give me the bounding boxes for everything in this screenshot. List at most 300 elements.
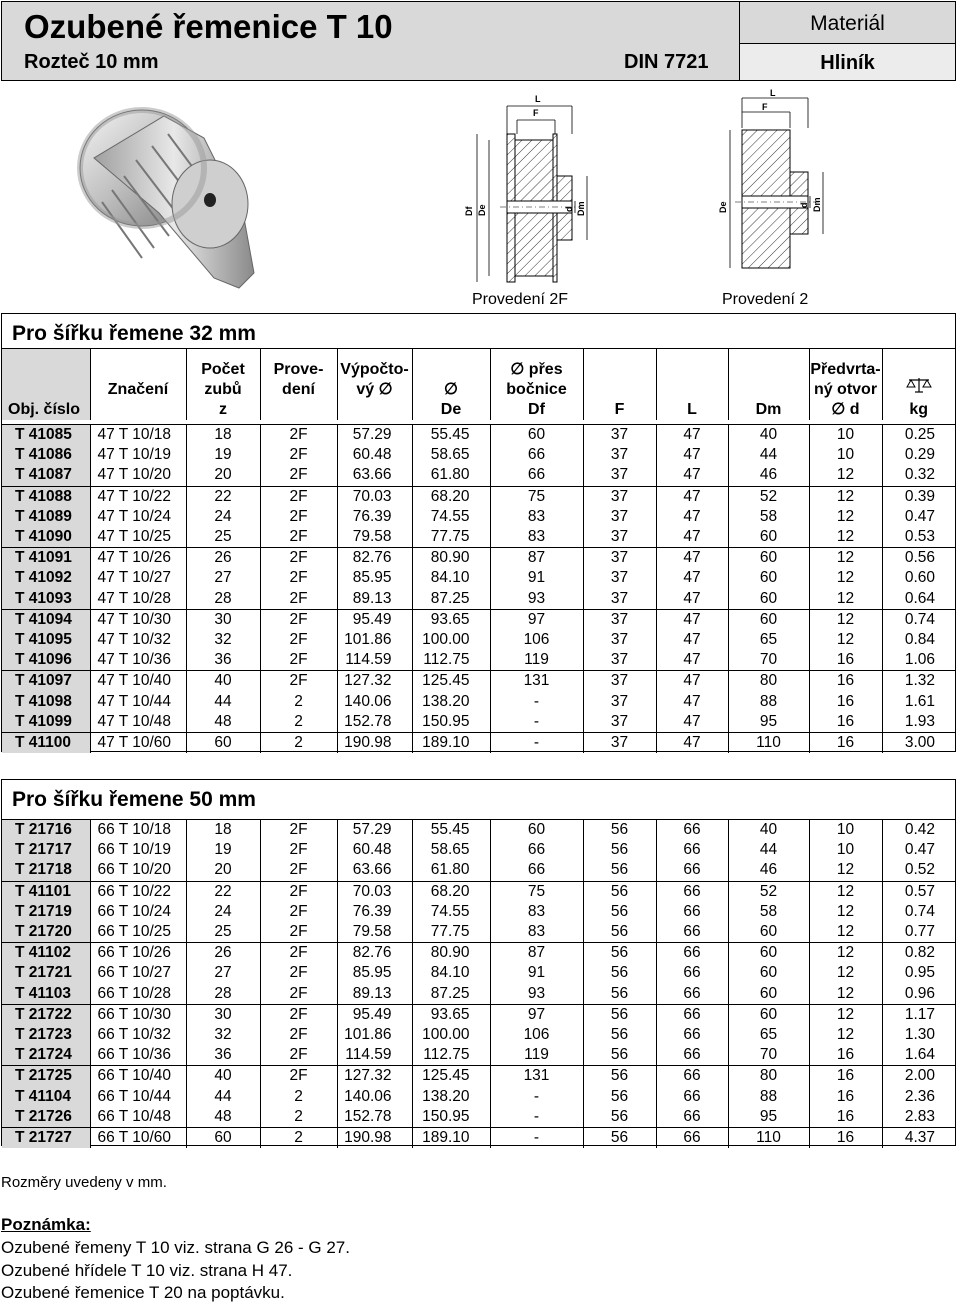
note-title: Poznámka:: [1, 1215, 91, 1234]
cell-hmotnost: 0.29: [882, 445, 955, 465]
cell-hmotnost: 1.61: [882, 691, 955, 711]
dim-d-2f: d: [564, 206, 574, 212]
cell-prumer-df: 91: [490, 568, 583, 588]
cell-dm: 65: [728, 1025, 809, 1045]
cell-f: 56: [583, 984, 656, 1005]
table-row: [2, 840, 955, 860]
cell-pocet-zubu: 19: [186, 445, 260, 465]
cell-obj-cislo: T 21725: [2, 1066, 90, 1087]
cell-otvor-d: 12: [809, 548, 882, 569]
cell-provedeni: 2: [260, 1086, 337, 1106]
cell-provedeni: 2F: [260, 465, 337, 486]
cell-prumer-de: 189.10: [412, 732, 490, 753]
cell-hmotnost: 0.77: [882, 922, 955, 943]
cell-vypoctovy-prumer: 70.03: [337, 486, 412, 507]
cell-hmotnost: 0.57: [882, 881, 955, 902]
table-row: [2, 465, 955, 486]
cell-znaceni: 47 T 10/32: [90, 630, 186, 650]
cell-vypoctovy-prumer: 140.06: [337, 1086, 412, 1106]
cell-f: 37: [583, 650, 656, 671]
cell-vypoctovy-prumer: 76.39: [337, 902, 412, 922]
cell-prumer-de: 77.75: [412, 922, 490, 943]
cell-znaceni: 66 T 10/30: [90, 1004, 186, 1025]
cell-pocet-zubu: 36: [186, 650, 260, 671]
cell-provedeni: 2F: [260, 445, 337, 465]
cell-provedeni: 2: [260, 1127, 337, 1148]
cell-f: 56: [583, 1045, 656, 1066]
cell-hmotnost: 1.64: [882, 1045, 955, 1066]
cell-vypoctovy-prumer: 63.66: [337, 860, 412, 881]
cell-otvor-d: 16: [809, 1045, 882, 1066]
cell-pocet-zubu: 20: [186, 465, 260, 486]
cell-prumer-de: 112.75: [412, 650, 490, 671]
cell-otvor-d: 12: [809, 486, 882, 507]
cell-obj-cislo: T 41088: [2, 486, 90, 507]
cell-vypoctovy-prumer: 82.76: [337, 943, 412, 964]
table-row: [2, 1004, 955, 1025]
cell-prumer-de: 77.75: [412, 527, 490, 548]
cell-l: 47: [656, 548, 728, 569]
col-dm-header: Dm: [728, 349, 809, 421]
table-row: [2, 1045, 955, 1066]
cell-otvor-d: 16: [809, 1127, 882, 1148]
cell-hmotnost: 0.53: [882, 527, 955, 548]
cell-prumer-df: -: [490, 1127, 583, 1148]
cell-prumer-de: 58.65: [412, 445, 490, 465]
cell-vypoctovy-prumer: 95.49: [337, 1004, 412, 1025]
cell-prumer-df: 83: [490, 507, 583, 527]
cell-znaceni: 47 T 10/30: [90, 609, 186, 630]
cell-otvor-d: 16: [809, 671, 882, 692]
cell-vypoctovy-prumer: 190.98: [337, 1127, 412, 1148]
cell-provedeni: 2: [260, 712, 337, 733]
cell-vypoctovy-prumer: 57.29: [337, 820, 412, 841]
cell-obj-cislo: T 21727: [2, 1127, 90, 1148]
cell-znaceni: 66 T 10/48: [90, 1107, 186, 1128]
cell-vypoctovy-prumer: 85.95: [337, 568, 412, 588]
cell-l: 47: [656, 445, 728, 465]
cell-znaceni: 66 T 10/32: [90, 1025, 186, 1045]
cell-f: 37: [583, 712, 656, 733]
cell-prumer-df: 75: [490, 486, 583, 507]
cell-znaceni: 47 T 10/27: [90, 568, 186, 588]
cell-vypoctovy-prumer: 79.58: [337, 527, 412, 548]
dim-De-2: De: [718, 201, 728, 213]
cell-hmotnost: 2.36: [882, 1086, 955, 1106]
caption-2f: Provedení 2F: [472, 291, 569, 308]
cell-hmotnost: 2.83: [882, 1107, 955, 1128]
cell-obj-cislo: T 21724: [2, 1045, 90, 1066]
cell-provedeni: 2F: [260, 630, 337, 650]
col-z-header: Počet zubů z: [186, 349, 260, 421]
cell-prumer-de: 112.75: [412, 1045, 490, 1066]
col-zn-header: Značení: [90, 349, 186, 421]
cell-prumer-df: 75: [490, 881, 583, 902]
table-row: [2, 691, 955, 711]
cell-l: 47: [656, 630, 728, 650]
cell-prumer-df: 83: [490, 902, 583, 922]
cell-prumer-df: 119: [490, 1045, 583, 1066]
cell-otvor-d: 12: [809, 860, 882, 881]
cell-prumer-de: 84.10: [412, 568, 490, 588]
cell-dm: 58: [728, 507, 809, 527]
table-row: [2, 1107, 955, 1128]
table-row: [2, 1086, 955, 1106]
cell-vypoctovy-prumer: 60.48: [337, 840, 412, 860]
cell-l: 66: [656, 860, 728, 881]
table-row: [2, 425, 955, 446]
dim-Dm-2f: Dm: [576, 201, 586, 216]
cell-znaceni: 66 T 10/20: [90, 860, 186, 881]
cell-pocet-zubu: 28: [186, 589, 260, 610]
cell-l: 47: [656, 671, 728, 692]
header-box: [1, 1, 956, 81]
cell-otvor-d: 10: [809, 840, 882, 860]
drawing-2: [710, 88, 840, 293]
cell-obj-cislo: T 41102: [2, 943, 90, 964]
cell-l: 66: [656, 943, 728, 964]
cell-provedeni: 2F: [260, 1025, 337, 1045]
cell-f: 56: [583, 860, 656, 881]
cell-provedeni: 2F: [260, 425, 337, 446]
cell-provedeni: 2F: [260, 650, 337, 671]
cell-provedeni: 2F: [260, 922, 337, 943]
cell-l: 66: [656, 1004, 728, 1025]
cell-l: 66: [656, 922, 728, 943]
cell-prumer-de: 74.55: [412, 507, 490, 527]
cell-pocet-zubu: 44: [186, 1086, 260, 1106]
cell-l: 47: [656, 732, 728, 753]
cell-prumer-df: 66: [490, 465, 583, 486]
cell-dm: 80: [728, 671, 809, 692]
table-row: [2, 507, 955, 527]
cell-provedeni: 2F: [260, 548, 337, 569]
cell-pocet-zubu: 20: [186, 860, 260, 881]
cell-otvor-d: 12: [809, 609, 882, 630]
cell-vypoctovy-prumer: 95.49: [337, 609, 412, 630]
cell-prumer-de: 100.00: [412, 630, 490, 650]
cell-prumer-df: -: [490, 1107, 583, 1128]
cell-obj-cislo: T 41087: [2, 465, 90, 486]
cell-prumer-df: -: [490, 691, 583, 711]
col-d-header: Předvrta- ný otvor ∅ d: [809, 349, 882, 421]
cell-provedeni: 2F: [260, 840, 337, 860]
cell-znaceni: 47 T 10/25: [90, 527, 186, 548]
cell-f: 37: [583, 465, 656, 486]
cell-f: 56: [583, 840, 656, 860]
cell-obj-cislo: T 41090: [2, 527, 90, 548]
cell-pocet-zubu: 48: [186, 712, 260, 733]
table-row: [2, 922, 955, 943]
table-row: [2, 609, 955, 630]
cell-provedeni: 2F: [260, 820, 337, 841]
cell-hmotnost: 3.00: [882, 732, 955, 753]
cell-provedeni: 2F: [260, 527, 337, 548]
cell-vypoctovy-prumer: 114.59: [337, 1045, 412, 1066]
cell-dm: 40: [728, 425, 809, 446]
table-row: [2, 902, 955, 922]
cell-vypoctovy-prumer: 57.29: [337, 425, 412, 446]
cell-pocet-zubu: 25: [186, 922, 260, 943]
table-row: [2, 1127, 955, 1148]
cell-provedeni: 2: [260, 691, 337, 711]
cell-dm: 60: [728, 548, 809, 569]
cell-hmotnost: 2.00: [882, 1066, 955, 1087]
cell-provedeni: 2F: [260, 609, 337, 630]
cell-hmotnost: 0.52: [882, 860, 955, 881]
cell-prumer-df: 106: [490, 1025, 583, 1045]
table-row: [2, 548, 955, 569]
cell-provedeni: 2F: [260, 902, 337, 922]
note-line-3: Ozubené řemenice T 20 na poptávku.: [1, 1283, 285, 1302]
cell-f: 56: [583, 1066, 656, 1087]
table-row: [2, 568, 955, 588]
cell-obj-cislo: T 41085: [2, 425, 90, 446]
cell-pocet-zubu: 22: [186, 486, 260, 507]
cell-hmotnost: 4.37: [882, 1127, 955, 1148]
cell-l: 66: [656, 1066, 728, 1087]
cell-obj-cislo: T 21720: [2, 922, 90, 943]
cell-f: 56: [583, 1086, 656, 1106]
cell-znaceni: 47 T 10/28: [90, 589, 186, 610]
cell-pocet-zubu: 19: [186, 840, 260, 860]
cell-prumer-de: 138.20: [412, 691, 490, 711]
cell-pocet-zubu: 25: [186, 527, 260, 548]
cell-znaceni: 47 T 10/36: [90, 650, 186, 671]
table-row: [2, 527, 955, 548]
cell-vypoctovy-prumer: 190.98: [337, 732, 412, 753]
cell-obj-cislo: T 41086: [2, 445, 90, 465]
cell-prumer-de: 87.25: [412, 984, 490, 1005]
cell-provedeni: 2F: [260, 881, 337, 902]
cell-pocet-zubu: 27: [186, 568, 260, 588]
cell-otvor-d: 16: [809, 1107, 882, 1128]
cell-dm: 110: [728, 732, 809, 753]
cell-l: 66: [656, 984, 728, 1005]
cell-provedeni: 2F: [260, 963, 337, 983]
table-row: [2, 943, 955, 964]
cell-dm: 52: [728, 881, 809, 902]
cell-prumer-de: 84.10: [412, 963, 490, 983]
cell-znaceni: 47 T 10/40: [90, 671, 186, 692]
cell-f: 37: [583, 732, 656, 753]
cell-provedeni: 2F: [260, 507, 337, 527]
cell-hmotnost: 0.32: [882, 465, 955, 486]
cell-provedeni: 2F: [260, 486, 337, 507]
cell-vypoctovy-prumer: 76.39: [337, 507, 412, 527]
cell-hmotnost: 0.74: [882, 609, 955, 630]
cell-vypoctovy-prumer: 70.03: [337, 881, 412, 902]
cell-l: 47: [656, 527, 728, 548]
cell-otvor-d: 12: [809, 963, 882, 983]
cell-prumer-df: 83: [490, 922, 583, 943]
cell-provedeni: 2: [260, 732, 337, 753]
cell-dm: 60: [728, 943, 809, 964]
cell-dm: 110: [728, 1127, 809, 1148]
cell-l: 47: [656, 425, 728, 446]
cell-otvor-d: 12: [809, 902, 882, 922]
cell-obj-cislo: T 21719: [2, 902, 90, 922]
cell-otvor-d: 12: [809, 881, 882, 902]
cell-dm: 44: [728, 840, 809, 860]
cell-f: 37: [583, 589, 656, 610]
cell-znaceni: 47 T 10/44: [90, 691, 186, 711]
cell-dm: 95: [728, 1107, 809, 1128]
cell-obj-cislo: T 21723: [2, 1025, 90, 1045]
cell-l: 47: [656, 650, 728, 671]
table-row: [2, 860, 955, 881]
table-50mm: [1, 779, 956, 1146]
cell-dm: 60: [728, 609, 809, 630]
pulley-photo: [64, 98, 274, 298]
table-row: [2, 820, 955, 841]
cell-dm: 60: [728, 589, 809, 610]
cell-dm: 70: [728, 1045, 809, 1066]
cell-obj-cislo: T 41096: [2, 650, 90, 671]
table-row: [2, 732, 955, 753]
cell-pocet-zubu: 18: [186, 820, 260, 841]
col-f-header: F: [583, 349, 656, 421]
dim-Dm-2: Dm: [812, 197, 822, 212]
cell-dm: 60: [728, 527, 809, 548]
cell-provedeni: 2: [260, 1107, 337, 1128]
cell-prumer-df: -: [490, 712, 583, 733]
cell-otvor-d: 12: [809, 589, 882, 610]
cell-obj-cislo: T 41097: [2, 671, 90, 692]
dim-De-2f: De: [477, 204, 487, 216]
cell-hmotnost: 0.96: [882, 984, 955, 1005]
cell-hmotnost: 0.56: [882, 548, 955, 569]
table-row: [2, 963, 955, 983]
cell-obj-cislo: T 41104: [2, 1086, 90, 1106]
caption-2: Provedení 2: [722, 291, 809, 308]
cell-otvor-d: 12: [809, 465, 882, 486]
dim-F-2: F: [762, 102, 768, 112]
col-obj-header: Obj. číslo: [2, 349, 90, 421]
table-row: [2, 650, 955, 671]
cell-otvor-d: 12: [809, 943, 882, 964]
cell-prumer-df: 97: [490, 609, 583, 630]
cell-prumer-de: 68.20: [412, 881, 490, 902]
cell-l: 47: [656, 465, 728, 486]
cell-dm: 60: [728, 568, 809, 588]
cell-l: 47: [656, 609, 728, 630]
cell-pocet-zubu: 27: [186, 963, 260, 983]
col-df-header: ∅ přes bočnice Df: [490, 349, 583, 421]
cell-znaceni: 66 T 10/60: [90, 1127, 186, 1148]
cell-pocet-zubu: 48: [186, 1107, 260, 1128]
cell-l: 66: [656, 1086, 728, 1106]
cell-otvor-d: 12: [809, 527, 882, 548]
cell-obj-cislo: T 41103: [2, 984, 90, 1005]
table-row: [2, 486, 955, 507]
cell-f: 37: [583, 691, 656, 711]
cell-vypoctovy-prumer: 127.32: [337, 1066, 412, 1087]
cell-prumer-df: 66: [490, 445, 583, 465]
col-de-header: ∅ De: [412, 349, 490, 421]
cell-znaceni: 66 T 10/24: [90, 902, 186, 922]
cell-dm: 40: [728, 820, 809, 841]
cell-dm: 46: [728, 465, 809, 486]
cell-obj-cislo: T 41095: [2, 630, 90, 650]
cell-f: 56: [583, 820, 656, 841]
note-line-2: Ozubené hřídele T 10 viz. strana H 47.: [1, 1261, 293, 1280]
cell-obj-cislo: T 41100: [2, 732, 90, 753]
cell-vypoctovy-prumer: 101.86: [337, 630, 412, 650]
cell-obj-cislo: T 21718: [2, 860, 90, 881]
cell-prumer-df: 87: [490, 548, 583, 569]
cell-l: 66: [656, 881, 728, 902]
cell-f: 56: [583, 881, 656, 902]
cell-hmotnost: 1.30: [882, 1025, 955, 1045]
cell-l: 66: [656, 840, 728, 860]
cell-l: 66: [656, 902, 728, 922]
table-header-32mm: [2, 348, 955, 420]
cell-l: 47: [656, 691, 728, 711]
cell-hmotnost: 1.17: [882, 1004, 955, 1025]
cell-prumer-de: 189.10: [412, 1127, 490, 1148]
cell-otvor-d: 10: [809, 445, 882, 465]
table-row: [2, 1025, 955, 1045]
cell-prumer-de: 125.45: [412, 1066, 490, 1087]
cell-otvor-d: 12: [809, 922, 882, 943]
cell-dm: 95: [728, 712, 809, 733]
cell-znaceni: 66 T 10/22: [90, 881, 186, 902]
cell-vypoctovy-prumer: 82.76: [337, 548, 412, 569]
cell-znaceni: 47 T 10/60: [90, 732, 186, 753]
material-value: Hliník: [739, 44, 955, 80]
cell-prumer-df: 131: [490, 1066, 583, 1087]
cell-hmotnost: 0.25: [882, 425, 955, 446]
cell-otvor-d: 16: [809, 650, 882, 671]
cell-otvor-d: 16: [809, 712, 882, 733]
cell-prumer-de: 125.45: [412, 671, 490, 692]
cell-f: 37: [583, 609, 656, 630]
cell-provedeni: 2F: [260, 671, 337, 692]
cell-pocet-zubu: 60: [186, 1127, 260, 1148]
cell-prumer-de: 68.20: [412, 486, 490, 507]
cell-otvor-d: 10: [809, 820, 882, 841]
cell-obj-cislo: T 21726: [2, 1107, 90, 1128]
table-32mm: [1, 313, 956, 752]
table-row: [2, 630, 955, 650]
cell-provedeni: 2F: [260, 1004, 337, 1025]
cell-f: 37: [583, 548, 656, 569]
cell-znaceni: 66 T 10/25: [90, 922, 186, 943]
cell-otvor-d: 16: [809, 732, 882, 753]
cell-dm: 88: [728, 1086, 809, 1106]
cell-f: 56: [583, 922, 656, 943]
cell-prumer-df: 60: [490, 425, 583, 446]
dim-d-2: d: [799, 202, 809, 208]
cell-prumer-de: 61.80: [412, 465, 490, 486]
cell-prumer-df: 119: [490, 650, 583, 671]
dim-L-2: L: [770, 88, 776, 98]
cell-l: 66: [656, 1045, 728, 1066]
cell-prumer-df: 93: [490, 589, 583, 610]
table-row: [2, 671, 955, 692]
cell-hmotnost: 0.39: [882, 486, 955, 507]
header-title-area: [2, 2, 739, 80]
cell-znaceni: 66 T 10/44: [90, 1086, 186, 1106]
cell-prumer-de: 55.45: [412, 425, 490, 446]
cell-pocet-zubu: 44: [186, 691, 260, 711]
cell-prumer-de: 150.95: [412, 1107, 490, 1128]
cell-obj-cislo: T 41098: [2, 691, 90, 711]
cell-pocet-zubu: 26: [186, 548, 260, 569]
cell-pocet-zubu: 28: [186, 984, 260, 1005]
cell-znaceni: 47 T 10/19: [90, 445, 186, 465]
